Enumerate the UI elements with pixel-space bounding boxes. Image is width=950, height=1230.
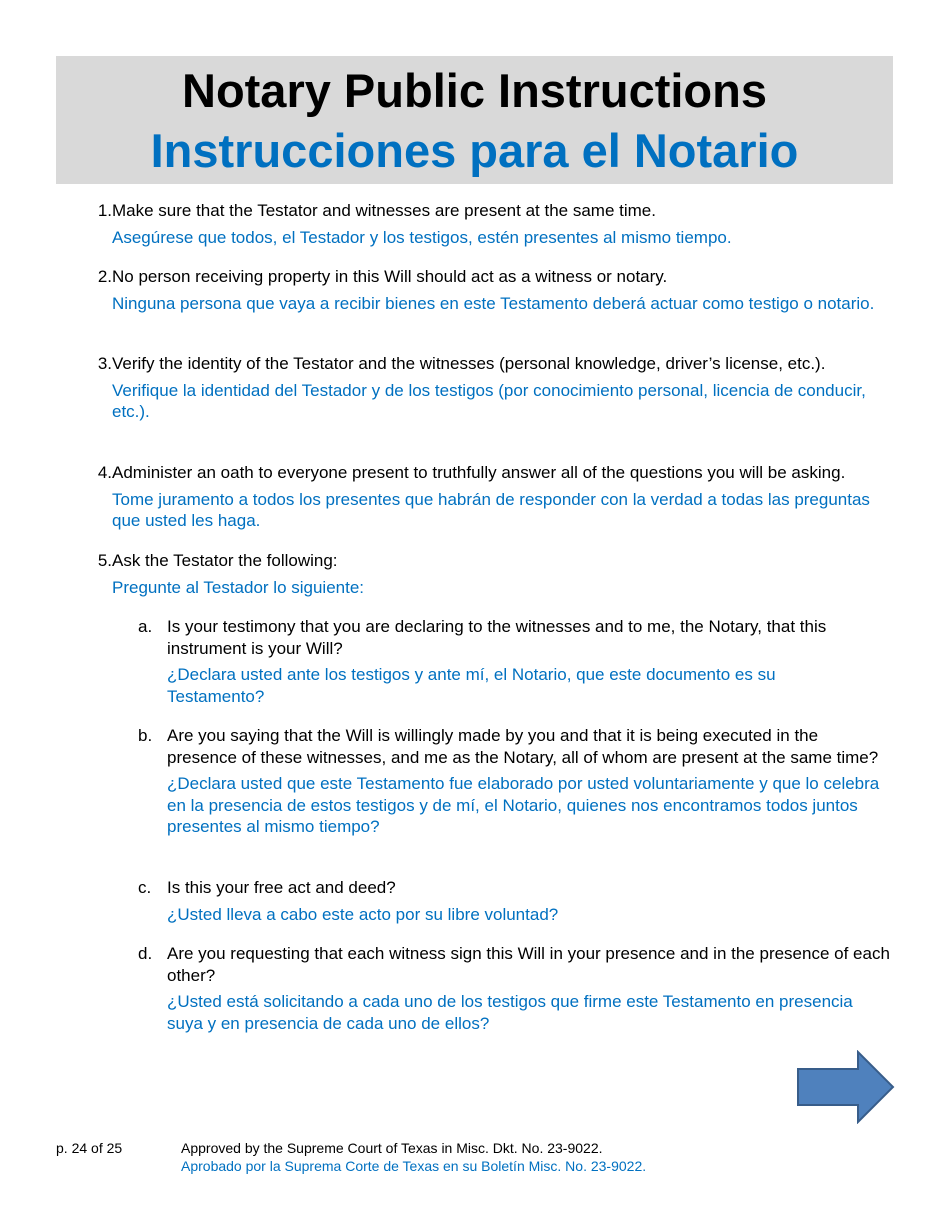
question-english: Are you requesting that each witness sign this Will in your presence and in the presence of each other? [167, 944, 890, 985]
approval-spanish: Aprobado por la Suprema Corte de Texas en su Boletín Misc. No. 23-9022. [181, 1158, 647, 1174]
list-item [82, 462, 932, 532]
item-number: 1. [97, 201, 112, 220]
question-spanish: ¿Usted está solicitando a cada uno de los testigos que firme este Testamento en presencia suya y en presencia de cada uno de ellos? [167, 992, 853, 1033]
sub-list-item [138, 725, 908, 838]
page-title-spanish: Instrucciones para el Notario [150, 124, 799, 177]
sub-list-item [138, 616, 908, 707]
item-number: 4. [97, 463, 112, 482]
page-header [56, 56, 893, 184]
page-number: p. 24 of 25 [56, 1140, 123, 1156]
instruction-spanish: Ninguna persona que vaya a recibir bienes en este Testamento deberá actuar como testigo o notario. [112, 293, 875, 313]
instruction-spanish: Verifique la identidad del Testador y de los testigos (por conocimiento personal, licencia de conducir, etc.). [112, 380, 866, 421]
instruction-english: Administer an oath to everyone present to truthfully answer all of the questions you will be asking. [112, 463, 846, 482]
list-item [82, 550, 922, 598]
sub-list-item [138, 943, 908, 1034]
subitem-letter: d. [138, 944, 153, 963]
subitem-letter: b. [138, 726, 153, 745]
page-title: Notary Public Instructions [182, 64, 767, 117]
list-item [82, 266, 922, 314]
next-page-arrow-icon[interactable] [796, 1050, 896, 1124]
footer-approval [181, 1139, 646, 1175]
sub-list-item [138, 877, 908, 925]
question-english: Are you saying that the Will is willingly made by you and that it is being executed in the presence of these witnesses, and me as the Notary, all of whom are present at the same time? [167, 726, 879, 767]
item-number: 5. [97, 551, 112, 570]
list-item [82, 200, 922, 248]
instruction-spanish: Tome juramento a todos los presentes que habrán de responder con la verdad a todas las preguntas que usted les haga. [112, 489, 870, 530]
approval-english: Approved by the Supreme Court of Texas in Misc. Dkt. No. 23-9022. [181, 1140, 603, 1156]
instruction-spanish: Asegúrese que todos, el Testador y los testigos, estén presentes al mismo tiempo. [112, 227, 732, 247]
instruction-english: Make sure that the Testator and witnesses are present at the same time. [112, 201, 656, 220]
question-spanish: ¿Declara usted ante los testigos y ante mí, el Notario, que este documento es su Testamento? [167, 665, 776, 706]
question-english: Is this your free act and deed? [167, 878, 396, 897]
question-spanish: ¿Declara usted que este Testamento fue elaborado por usted voluntariamente y que lo celebra en la presencia de estos testigos y de mí, el Notario, quienes nos encontramos todos juntos presentes al mismo tiempo? [167, 774, 880, 836]
subitem-letter: a. [138, 617, 153, 636]
subitem-letter: c. [138, 878, 152, 897]
instruction-english: No person receiving property in this Will should act as a witness or notary. [112, 267, 668, 286]
instruction-english: Ask the Testator the following: [112, 551, 338, 570]
instruction-english: Verify the identity of the Testator and the witnesses (personal knowledge, driver’s license, etc.). [112, 354, 826, 373]
item-number: 3. [97, 354, 112, 373]
list-item [82, 353, 922, 423]
item-number: 2. [97, 267, 112, 286]
question-spanish: ¿Usted lleva a cabo este acto por su libre voluntad? [167, 904, 559, 924]
question-english: Is your testimony that you are declaring to the witnesses and to me, the Notary, that this instrument is your Will? [167, 617, 827, 658]
instruction-spanish: Pregunte al Testador lo siguiente: [112, 577, 365, 597]
